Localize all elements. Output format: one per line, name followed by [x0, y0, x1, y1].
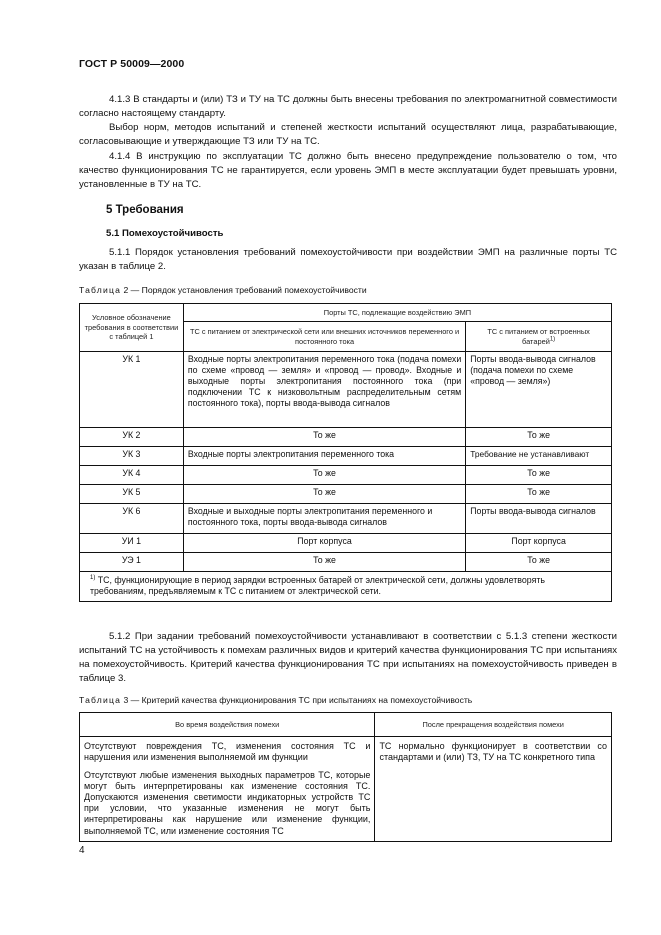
table2-code: УК 2 — [80, 428, 184, 447]
table2-footnote-cell — [80, 572, 612, 602]
table2-code: УК 4 — [80, 466, 184, 485]
paragraph-4-1-3: 4.1.3 В стандарты и (или) ТЗ и ТУ на ТС должны быть внесены требования по электромагнитной совместимости согласно настоящему стандарту. — [79, 94, 617, 119]
table2-caption — [79, 285, 367, 295]
table-row — [80, 466, 612, 485]
table2-battery-cell: Требование не устанавливают — [466, 447, 612, 466]
table-row — [80, 534, 612, 553]
table2-header-code: Условное обозначение требования в соответствии с таблицей 1 — [80, 304, 184, 352]
table2-mains-cell: Входные порты электропитания переменного тока — [183, 447, 465, 466]
table3-header-during: Во время воздействия помехи — [80, 713, 375, 737]
paragraph-4-1-4: 4.1.4 В инструкцию по эксплуатации ТС должно быть внесено предупреждение пользователю о том, что качество функционирования ТС не гарантируется, если уровень ЭМП в месте эксплуатации будет превышать уровни, установленные в ТУ на ТС. — [79, 151, 617, 190]
table-row — [80, 485, 612, 504]
table2-code: УК 3 — [80, 447, 184, 466]
table2-code: УЭ 1 — [80, 553, 184, 572]
table2-mains-cell: Порт корпуса — [183, 534, 465, 553]
table2-footnote: ТС, функционирующие в период зарядки встроенных батарей от электрической сети, должны удовлетворять требованиям, предъявляемым к ТС с питанием от электрической сети. — [90, 575, 545, 596]
table-row — [80, 737, 612, 842]
table2-header-battery-cell — [466, 322, 612, 352]
table2-mains-cell: То же — [183, 553, 465, 572]
table2-header-battery: ТС с питанием от встроенных батарей — [487, 327, 590, 346]
table2-code: УК 1 — [80, 352, 184, 428]
section-heading-5: 5 Требования — [106, 204, 184, 216]
table2-battery-cell: То же — [466, 553, 612, 572]
table-row — [80, 504, 612, 534]
table3-header-after: После прекращения воздействия помехи — [375, 713, 612, 737]
table2-code: УК 6 — [80, 504, 184, 534]
footnote-marker-bottom: 1) — [90, 575, 96, 582]
paragraph-5-1-1: 5.1.1 Порядок установления требований помехоустойчивости при воздействии ЭМП на различные порты ТС указан в таблице 2. — [79, 247, 617, 272]
table2-header-ports: Порты ТС, подлежащие воздействию ЭМП — [183, 304, 611, 322]
table2-caption-label: Таблица — [79, 285, 122, 295]
table3-caption — [79, 695, 472, 705]
table2-battery-cell: Порты ввода-вывода сигналов — [466, 504, 612, 534]
table2-header-mains: ТС с питанием от электрической сети или внешних источников переменного и постоянного тока — [183, 322, 465, 352]
table2-mains-cell: То же — [183, 485, 465, 504]
table2-battery-cell: Порт корпуса — [466, 534, 612, 553]
table2-mains-cell: Входные и выходные порты электропитания переменного и постоянного тока, порты ввода-вывода сигналов — [183, 504, 465, 534]
table-3 — [79, 712, 612, 842]
paragraph-5-1-2: 5.1.2 При задании требований помехоустойчивости устанавливают в соответствии с 5.1.3 степени жесткости испытаний ТС на устойчивость к помехам различных видов и критерий качества функционирования ТС при испытаниях на помехоустойчивость. Критерий качества функционирования ТС при испытаниях на помехоустойчивость приведен в таблице 3. — [79, 631, 617, 684]
paragraph-4-1-3-b: Выбор норм, методов испытаний и степеней жесткости испытаний осуществляют лица, разрабатывающие, согласовывающие и утверждающие ТЗ или ТУ на ТС. — [79, 122, 617, 147]
table3-after-cell: ТС нормально функционирует в соответствии со стандартами и (или) ТЗ, ТУ на ТС конкретного типа — [375, 737, 612, 842]
table2-caption-text: 2 — Порядок установления требований помехоустойчивости — [123, 285, 367, 295]
table-2 — [79, 303, 612, 602]
document-code: ГОСТ Р 50009—2000 — [79, 58, 185, 70]
table3-during-2: Отсутствуют любые изменения выходных параметров ТС, которые могут быть интерпретированы как изменение состояния ТС. Допускаются изменения светимости индикаторных устройств ТС при условии, что указанные изменения не могут быть интерпретированы как нарушение или изменение функции, выполняемой ТС, или изменение состояния ТС — [84, 769, 371, 836]
table2-battery-cell: То же — [466, 428, 612, 447]
table2-battery-cell: То же — [466, 466, 612, 485]
table-row — [80, 428, 612, 447]
table3-during-1: Отсутствуют повреждения ТС, изменения состояния ТС и нарушения или изменения выполняемой им функции — [84, 741, 371, 763]
footnote-marker: 1) — [549, 336, 556, 343]
table-row — [80, 352, 612, 428]
page-number: 4 — [79, 845, 85, 856]
table2-mains-cell: То же — [183, 466, 465, 485]
table3-caption-label: Таблица — [79, 695, 122, 705]
table2-code: УИ 1 — [80, 534, 184, 553]
table2-mains-cell: Входные порты электропитания переменного тока (подача помехи по схеме «провод — земля» и «провод — провод». Входные и выходные порты электропитания постоянного тока (при подключении ТС к низковольтным распределительным сетям постоянного тока), порты ввода-вывода сигналов — [183, 352, 465, 428]
section-heading-5-1: 5.1 Помехоустойчивость — [106, 228, 224, 239]
table2-code: УК 5 — [80, 485, 184, 504]
table3-during-cell — [80, 737, 375, 842]
table2-battery-cell: Порты ввода-вывода сигналов (подача помехи по схеме «провод — земля») — [466, 352, 612, 428]
table3-caption-text: 3 — Критерий качества функционирования ТС при испытаниях на помехоустойчивость — [123, 695, 473, 705]
table2-battery-cell: То же — [466, 485, 612, 504]
table-row — [80, 553, 612, 572]
table2-mains-cell: То же — [183, 428, 465, 447]
table-row — [80, 447, 612, 466]
